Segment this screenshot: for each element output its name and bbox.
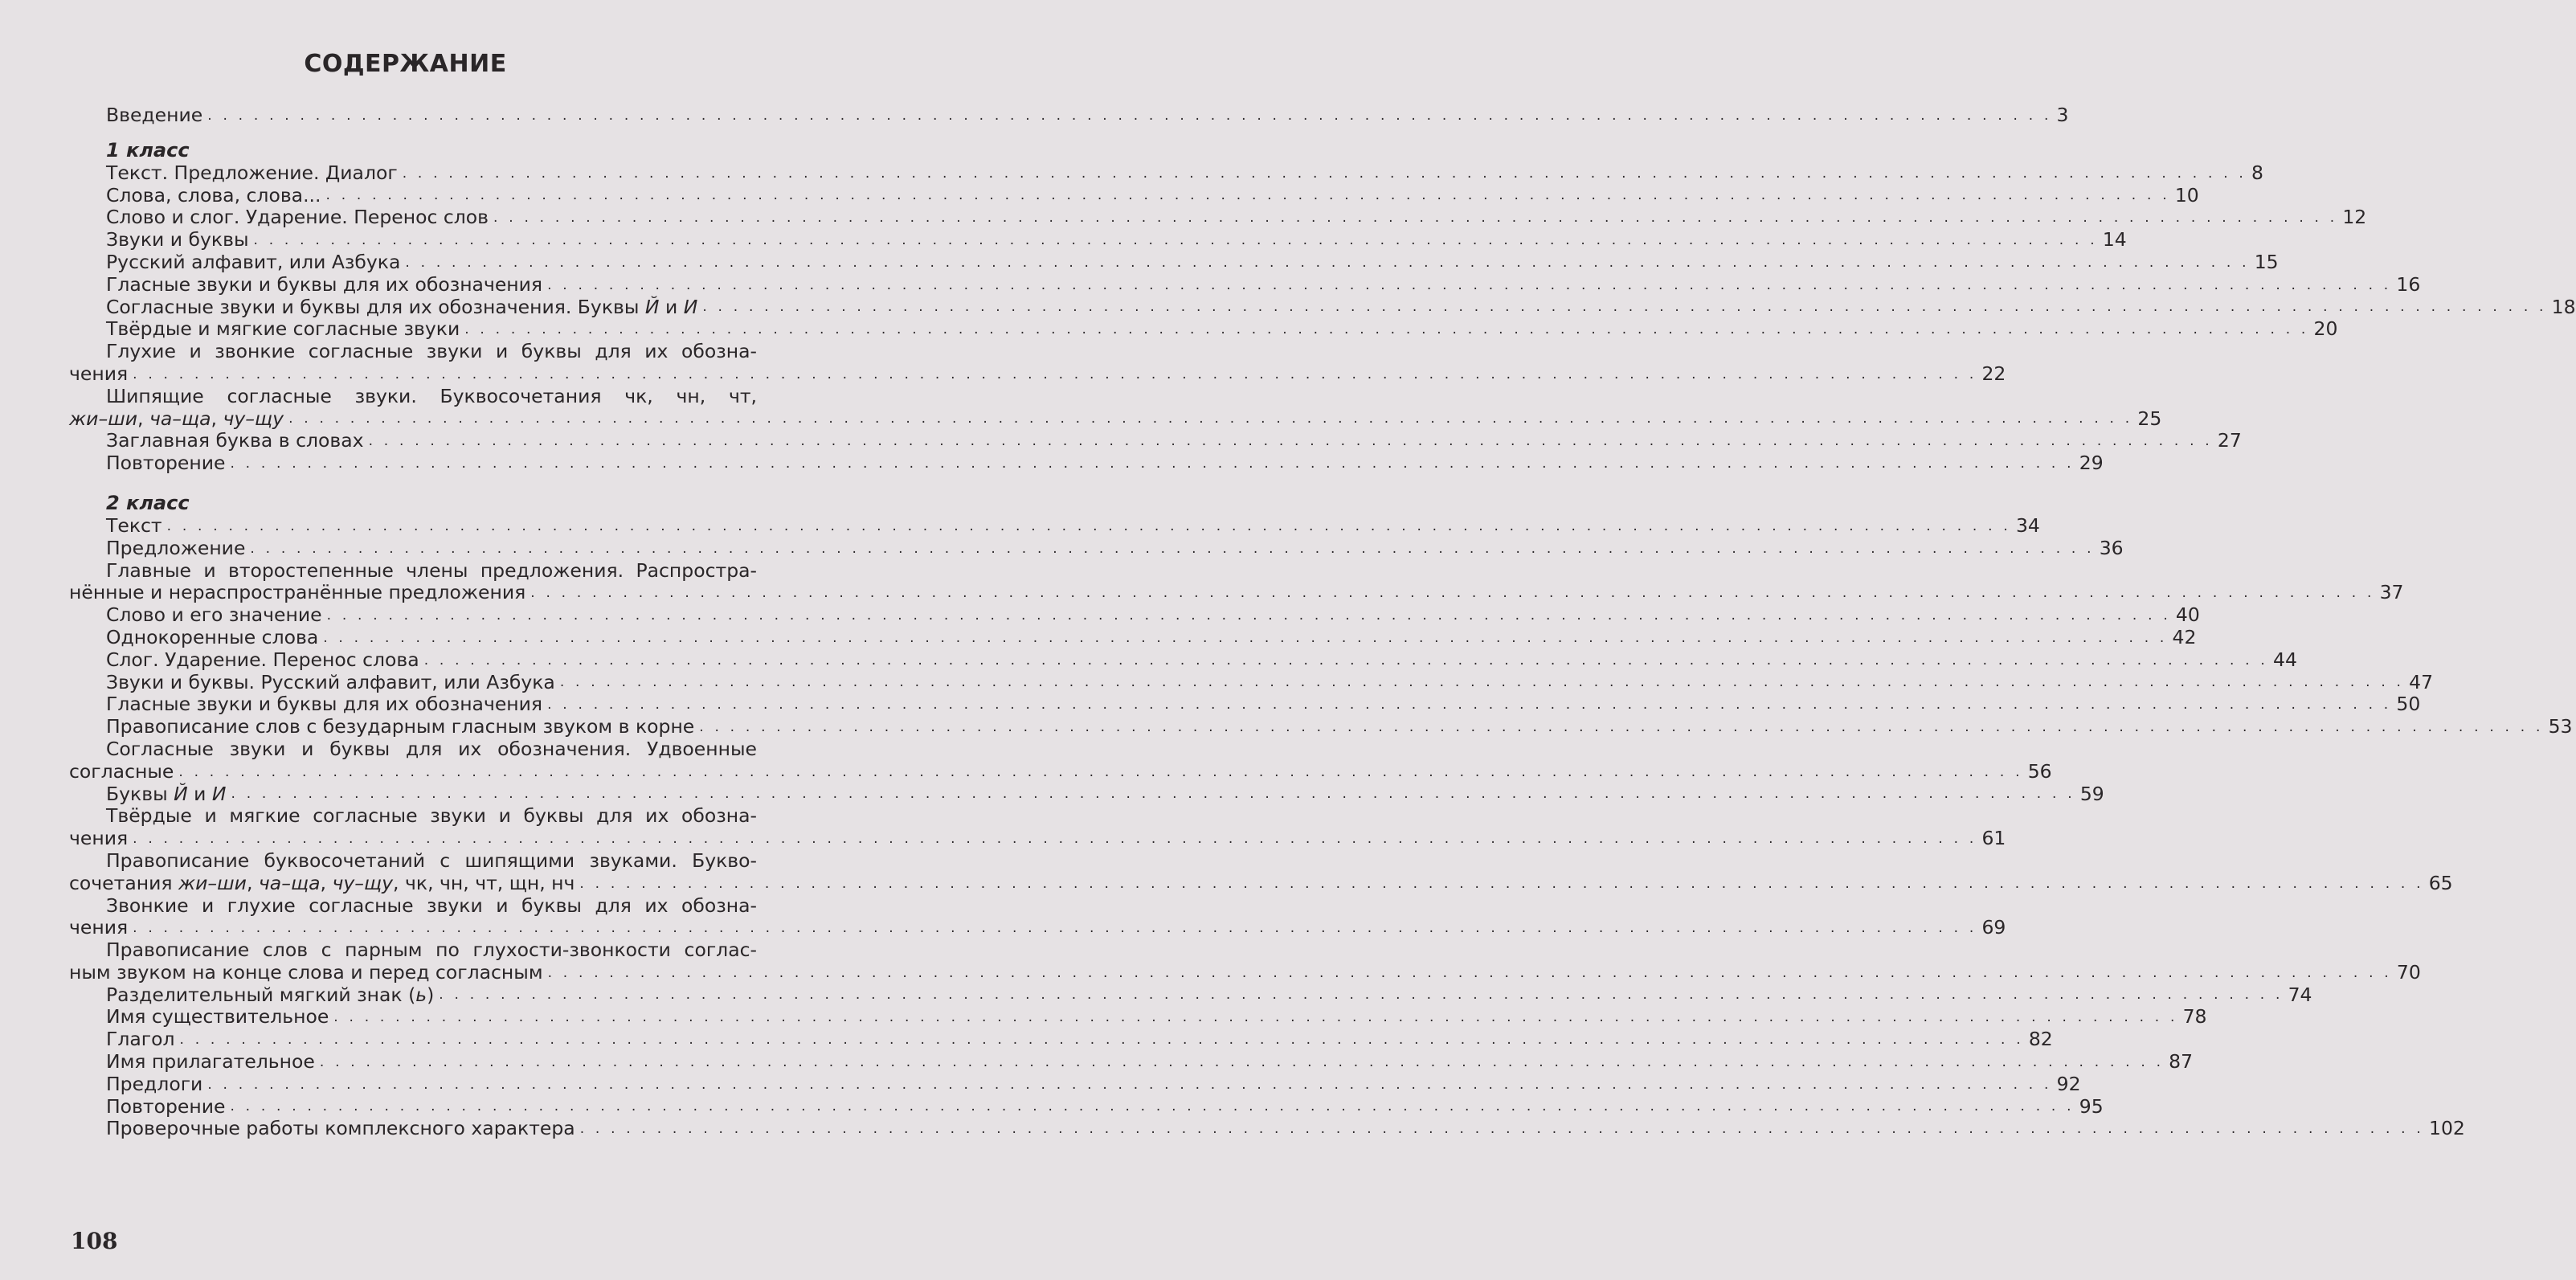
- toc-entry-line1[interactable]: Звонкие и глухие согласные звуки и буквы для их обозна-: [106, 894, 757, 917]
- toc-entry[interactable]: [69, 625, 2197, 649]
- toc-entry-label: чения: [69, 827, 129, 850]
- leader-dots: . . . . . . . . . . . . . . . . . . . . . . . . . . . . . . . . . . . . . . . . . . . . . . . . . . . . . . . . . . . . . . . . . . . . . . . . . . . . . . . . . . . . . . . . . . . . . . . . . . . . . . . . . . . . . . . . . . . . . . . .: [547, 697, 2392, 714]
- toc-page-number: 102: [2429, 1117, 2465, 1140]
- toc-entry[interactable]: [69, 983, 2312, 1007]
- toc-page-number: 18: [2551, 295, 2576, 318]
- toc-entry-label: Однокоренные слова: [106, 625, 319, 648]
- toc-entry[interactable]: [69, 670, 2434, 694]
- toc-entry-label: Согласные звуки и буквы для их обозначения. Буквы Й и И: [106, 295, 698, 318]
- toc-page-number: 78: [2182, 1005, 2207, 1028]
- toc-page-number: 87: [2169, 1050, 2194, 1073]
- toc-entry-line1[interactable]: Правописание буквосочетаний с шипящими звуками. Букво-: [106, 849, 757, 872]
- toc-page-number: 36: [2099, 536, 2124, 559]
- leader-dots: . . . . . . . . . . . . . . . . . . . . . . . . . . . . . . . . . . . . . . . . . . . . . . . . . . . . . . . . . . . . . . . . . . . . . . . . . . . . . . . . . . . . . . . . . . . . . . . . . . . . . . . . . . . . . . . . . . . . . . . .: [439, 987, 2284, 1004]
- leader-dots: . . . . . . . . . . . . . . . . . . . . . . . . . . . . . . . . . . . . . . . . . . . . . . . . . . . . . . . . . . . . . . . . . . . . . . . . . . . . . . . . . . . . . . . . . . . . . . . . . . . . . . . . . . . . . . . . . . . . . . . .: [323, 629, 2168, 646]
- toc-page-number: 40: [2175, 603, 2200, 627]
- leader-dots: . . . . . . . . . . . . . . . . . . . . . . . . . . . . . . . . . . . . . . . . . . . . . . . . . . . . . . . . . . . . . . . . . . . . . . . . . . . . . . . . . . . . . . . . . . . . . . . . . . . . . . . . . . . . . . . . . . . . . . . .: [178, 763, 2023, 780]
- leader-dots: . . . . . . . . . . . . . . . . . . . . . . . . . . . . . . . . . . . . . . . . . . . . . . . . . . . . . . . . . . . . . . . . . . . . . . . . . . . . . . . . . . . . . . . . . . . . . . . . . . . . . . . . . . . . . . . . . . . . . . . .: [326, 607, 2171, 624]
- toc-entry[interactable]: [69, 206, 2367, 229]
- toc-entry-label: Гласные звуки и буквы для их обозначения: [106, 693, 543, 716]
- toc-entry-label: чения: [69, 362, 129, 385]
- leader-dots: . . . . . . . . . . . . . . . . . . . . . . . . . . . . . . . . . . . . . . . . . . . . . . . . . . . . . . . . . . . . . . . . . . . . . . . . . . . . . . . . . . . . . . . . . . . . . . . . . . . . . . . . . . . . . . . . . . . . . . . .: [288, 411, 2133, 427]
- toc-entry[interactable]: [69, 1117, 2465, 1140]
- spacer: [69, 475, 786, 491]
- leader-dots: . . . . . . . . . . . . . . . . . . . . . . . . . . . . . . . . . . . . . . . . . . . . . . . . . . . . . . . . . . . . . . . . . . . . . . . . . . . . . . . . . . . . . . . . . . . . . . . . . . . . . . . . . . . . . . . . . . . . . . . .: [493, 210, 2338, 227]
- toc-entry-label: Заглавная буква в словах: [106, 429, 364, 452]
- leader-dots: . . . . . . . . . . . . . . . . . . . . . . . . . . . . . . . . . . . . . . . . . . . . . . . . . . . . . . . . . . . . . . . . . . . . . . . . . . . . . . . . . . . . . . . . . . . . . . . . . . . . . . . . . . . . . . . . . . . . . . . .: [547, 964, 2392, 981]
- section-heading-grade2: 2 класс: [106, 491, 190, 514]
- leader-dots: . . . . . . . . . . . . . . . . . . . . . . . . . . . . . . . . . . . . . . . . . . . . . . . . . . . . . . . . . . . . . . . . . . . . . . . . . . . . . . . . . . . . . . . . . . . . . . . . . . . . . . . . . . . . . . . . . . . . . . . .: [253, 231, 2098, 248]
- leader-dots: . . . . . . . . . . . . . . . . . . . . . . . . . . . . . . . . . . . . . . . . . . . . . . . . . . . . . . . . . . . . . . . . . . . . . . . . . . . . . . . . . . . . . . . . . . . . . . . . . . . . . . . . . . . . . . . . . . . . . . . .: [702, 299, 2547, 316]
- toc-entry[interactable]: [69, 1094, 2104, 1118]
- toc-entry[interactable]: [69, 693, 2421, 716]
- toc-entry[interactable]: [69, 960, 2421, 984]
- toc-entry-label: Глагол: [106, 1028, 175, 1051]
- leader-dots: . . . . . . . . . . . . . . . . . . . . . . . . . . . . . . . . . . . . . . . . . . . . . . . . . . . . . . . . . . . . . . . . . . . . . . . . . . . . . . . . . . . . . . . . . . . . . . . . . . . . . . . . . . . . . . . . . . . . . . . .: [464, 321, 2309, 338]
- toc-entry-label: Имя прилагательное: [106, 1050, 315, 1073]
- leader-dots: . . . . . . . . . . . . . . . . . . . . . . . . . . . . . . . . . . . . . . . . . . . . . . . . . . . . . . . . . . . . . . . . . . . . . . . . . . . . . . . . . . . . . . . . . . . . . . . . . . . . . . . . . . . . . . . . . . . . . . . .: [230, 455, 2075, 472]
- toc-entry-line1[interactable]: Шипящие согласные звуки. Буквосочетания чк, чн, чт,: [106, 384, 757, 407]
- toc-entry[interactable]: [69, 228, 2127, 252]
- leader-dots: . . . . . . . . . . . . . . . . . . . . . . . . . . . . . . . . . . . . . . . . . . . . . . . . . . . . . . . . . . . . . . . . . . . . . . . . . . . . . . . . . . . . . . . . . . . . . . . . . . . . . . . . . . . . . . . . . . . . . . . .: [179, 1032, 2024, 1049]
- toc-entry[interactable]: [69, 161, 2263, 185]
- leader-dots: . . . . . . . . . . . . . . . . . . . . . . . . . . . . . . . . . . . . . . . . . . . . . . . . . . . . . . . . . . . . . . . . . . . . . . . . . . . . . . . . . . . . . . . . . . . . . . . . . . . . . . . . . . . . . . . . . . . . . . . .: [133, 920, 1977, 937]
- toc-entry-label: ным звуком на конце слова и перед согласным: [69, 960, 543, 984]
- toc-entry[interactable]: [69, 1028, 2053, 1051]
- leader-dots: . . . . . . . . . . . . . . . . . . . . . . . . . . . . . . . . . . . . . . . . . . . . . . . . . . . . . . . . . . . . . . . . . . . . . . . . . . . . . . . . . . . . . . . . . . . . . . . . . . . . . . . . . . . . . . . . . . . . . . . .: [166, 517, 2011, 534]
- toc-entry-label: Введение: [106, 104, 203, 126]
- toc-entry-line1[interactable]: Правописание слов с парным по глухости-звонкости соглас-: [106, 939, 757, 962]
- toc-page-number: 47: [2409, 670, 2434, 693]
- leader-dots: . . . . . . . . . . . . . . . . . . . . . . . . . . . . . . . . . . . . . . . . . . . . . . . . . . . . . . . . . . . . . . . . . . . . . . . . . . . . . . . . . . . . . . . . . . . . . . . . . . . . . . . . . . . . . . . . . . . . . . . .: [207, 107, 2052, 124]
- toc-page-number: 37: [2379, 581, 2404, 604]
- leader-dots: . . . . . . . . . . . . . . . . . . . . . . . . . . . . . . . . . . . . . . . . . . . . . . . . . . . . . . . . . . . . . . . . . . . . . . . . . . . . . . . . . . . . . . . . . . . . . . . . . . . . . . . . . . . . . . . . . . . . . . . .: [579, 875, 2424, 892]
- toc-entry[interactable]: [69, 916, 2006, 939]
- toc-page-number: 16: [2396, 272, 2421, 296]
- toc-entry-label: Твёрдые и мягкие согласные звуки: [106, 317, 460, 341]
- toc-entry-line1[interactable]: Твёрдые и мягкие согласные звуки и буквы для их обозна-: [106, 804, 757, 828]
- toc-entry-label: Предлоги: [106, 1072, 203, 1095]
- toc-page-number: 74: [2288, 983, 2312, 1006]
- toc-entry-label: Буквы Й и И: [106, 782, 227, 805]
- toc-page-number: 42: [2172, 625, 2197, 648]
- toc-page-number: 14: [2102, 228, 2127, 252]
- toc-page-number: 20: [2313, 317, 2338, 341]
- toc-entry[interactable]: [69, 782, 2104, 806]
- leader-dots: . . . . . . . . . . . . . . . . . . . . . . . . . . . . . . . . . . . . . . . . . . . . . . . . . . . . . . . . . . . . . . . . . . . . . . . . . . . . . . . . . . . . . . . . . . . . . . . . . . . . . . . . . . . . . . . . . . . . . . . .: [579, 1121, 2424, 1138]
- toc-entry-label: Слово и его значение: [106, 603, 322, 627]
- toc-entry-line1[interactable]: Согласные звуки и буквы для их обозначения. Удвоенные: [106, 737, 757, 760]
- toc-page-number: 82: [2028, 1028, 2053, 1051]
- toc-entry[interactable]: [69, 827, 2006, 850]
- toc-page-number: 15: [2254, 250, 2279, 273]
- leader-dots: . . . . . . . . . . . . . . . . . . . . . . . . . . . . . . . . . . . . . . . . . . . . . . . . . . . . . . . . . . . . . . . . . . . . . . . . . . . . . . . . . . . . . . . . . . . . . . . . . . . . . . . . . . . . . . . . . . . . . . . .: [133, 830, 1977, 847]
- leader-dots: . . . . . . . . . . . . . . . . . . . . . . . . . . . . . . . . . . . . . . . . . . . . . . . . . . . . . . . . . . . . . . . . . . . . . . . . . . . . . . . . . . . . . . . . . . . . . . . . . . . . . . . . . . . . . . . . . . . . . . . .: [402, 165, 2247, 182]
- toc-entry[interactable]: [69, 250, 2279, 274]
- leader-dots: . . . . . . . . . . . . . . . . . . . . . . . . . . . . . . . . . . . . . . . . . . . . . . . . . . . . . . . . . . . . . . . . . . . . . . . . . . . . . . . . . . . . . . . . . . . . . . . . . . . . . . . . . . . . . . . . . . . . . . . .: [325, 187, 2170, 204]
- toc-entry-label: Слова, слова, слова...: [106, 183, 321, 207]
- leader-dots: . . . . . . . . . . . . . . . . . . . . . . . . . . . . . . . . . . . . . . . . . . . . . . . . . . . . . . . . . . . . . . . . . . . . . . . . . . . . . . . . . . . . . . . . . . . . . . . . . . . . . . . . . . . . . . . . . . . . . . . .: [133, 366, 1977, 382]
- toc-page-number: 69: [1981, 916, 2006, 939]
- toc-page-number: 44: [2273, 648, 2297, 671]
- toc-entry-label: Текст. Предложение. Диалог: [106, 161, 398, 184]
- toc-entry[interactable]: [69, 272, 2421, 296]
- toc-page-number: 53: [2548, 715, 2573, 738]
- toc-entry[interactable]: [69, 407, 2162, 431]
- toc-entry[interactable]: [69, 581, 2404, 604]
- toc-entry[interactable]: [69, 1072, 2081, 1096]
- toc-page-number: 59: [2079, 782, 2104, 805]
- toc-entry[interactable]: [69, 104, 2069, 127]
- toc-page-number: 27: [2217, 429, 2242, 452]
- toc-entry[interactable]: [69, 362, 2006, 386]
- toc-page-number: 61: [1981, 827, 2006, 850]
- leader-dots: . . . . . . . . . . . . . . . . . . . . . . . . . . . . . . . . . . . . . . . . . . . . . . . . . . . . . . . . . . . . . . . . . . . . . . . . . . . . . . . . . . . . . . . . . . . . . . . . . . . . . . . . . . . . . . . . . . . . . . . .: [547, 276, 2392, 293]
- toc-entry[interactable]: [69, 513, 2040, 538]
- toc-entry-label: согласные: [69, 759, 174, 783]
- toc-page-number: 34: [2015, 513, 2040, 537]
- toc-page-number: 10: [2174, 183, 2199, 207]
- toc-entry-label: Слово и слог. Ударение. Перенос слов: [106, 206, 489, 229]
- toc-page-number: 92: [2056, 1072, 2081, 1095]
- toc-entry[interactable]: [69, 536, 2124, 560]
- toc-entry-label: Повторение: [106, 1094, 226, 1118]
- toc-page-number: 25: [2137, 407, 2162, 430]
- toc-entry-label: Звуки и буквы: [106, 228, 249, 252]
- toc-page-number: 65: [2428, 871, 2453, 894]
- toc-entry-label: Повторение: [106, 452, 226, 475]
- toc-page-number: 3: [2056, 104, 2069, 126]
- toc-page-number: 22: [1981, 362, 2006, 385]
- toc-entry[interactable]: [69, 715, 2573, 738]
- toc-entry[interactable]: [69, 295, 2576, 319]
- toc-entry[interactable]: [69, 429, 2242, 452]
- leader-dots: . . . . . . . . . . . . . . . . . . . . . . . . . . . . . . . . . . . . . . . . . . . . . . . . . . . . . . . . . . . . . . . . . . . . . . . . . . . . . . . . . . . . . . . . . . . . . . . . . . . . . . . . . . . . . . . . . . . . . . . .: [530, 585, 2375, 602]
- page-number: 108: [71, 1228, 118, 1254]
- leader-dots: . . . . . . . . . . . . . . . . . . . . . . . . . . . . . . . . . . . . . . . . . . . . . . . . . . . . . . . . . . . . . . . . . . . . . . . . . . . . . . . . . . . . . . . . . . . . . . . . . . . . . . . . . . . . . . . . . . . . . . . .: [368, 433, 2213, 450]
- toc-entry[interactable]: [69, 317, 2338, 341]
- toc-entry-label: Звуки и буквы. Русский алфавит, или Азбука: [106, 670, 555, 693]
- toc-entry-label: Имя существительное: [106, 1005, 329, 1028]
- leader-dots: . . . . . . . . . . . . . . . . . . . . . . . . . . . . . . . . . . . . . . . . . . . . . . . . . . . . . . . . . . . . . . . . . . . . . . . . . . . . . . . . . . . . . . . . . . . . . . . . . . . . . . . . . . . . . . . . . . . . . . . .: [319, 1053, 2165, 1070]
- table-of-contents: [69, 104, 2576, 1140]
- toc-page-number: 12: [2342, 206, 2367, 229]
- leader-dots: . . . . . . . . . . . . . . . . . . . . . . . . . . . . . . . . . . . . . . . . . . . . . . . . . . . . . . . . . . . . . . . . . . . . . . . . . . . . . . . . . . . . . . . . . . . . . . . . . . . . . . . . . . . . . . . . . . . . . . . .: [231, 786, 2075, 803]
- toc-entry-label: Проверочные работы комплексного характера: [106, 1117, 575, 1140]
- leader-dots: . . . . . . . . . . . . . . . . . . . . . . . . . . . . . . . . . . . . . . . . . . . . . . . . . . . . . . . . . . . . . . . . . . . . . . . . . . . . . . . . . . . . . . . . . . . . . . . . . . . . . . . . . . . . . . . . . . . . . . . .: [559, 674, 2405, 691]
- toc-body: [69, 104, 2576, 1140]
- toc-entry[interactable]: [69, 1005, 2207, 1028]
- toc-entry-label: сочетания жи–ши, ча–ща, чу–щу, чк, чн, чт, щн, нч: [69, 871, 575, 894]
- toc-entry[interactable]: [69, 759, 2052, 783]
- toc-entry-line1[interactable]: Главные и второстепенные члены предложения. Распростра-: [106, 558, 757, 582]
- toc-entry-label: Слог. Ударение. Перенос слова: [106, 648, 419, 671]
- leader-dots: . . . . . . . . . . . . . . . . . . . . . . . . . . . . . . . . . . . . . . . . . . . . . . . . . . . . . . . . . . . . . . . . . . . . . . . . . . . . . . . . . . . . . . . . . . . . . . . . . . . . . . . . . . . . . . . . . . . . . . . .: [405, 254, 2250, 271]
- leader-dots: . . . . . . . . . . . . . . . . . . . . . . . . . . . . . . . . . . . . . . . . . . . . . . . . . . . . . . . . . . . . . . . . . . . . . . . . . . . . . . . . . . . . . . . . . . . . . . . . . . . . . . . . . . . . . . . . . . . . . . . .: [699, 718, 2544, 735]
- toc-page-number: 70: [2396, 960, 2421, 984]
- toc-entry-label: Разделительный мягкий знак (ь): [106, 983, 435, 1006]
- leader-dots: . . . . . . . . . . . . . . . . . . . . . . . . . . . . . . . . . . . . . . . . . . . . . . . . . . . . . . . . . . . . . . . . . . . . . . . . . . . . . . . . . . . . . . . . . . . . . . . . . . . . . . . . . . . . . . . . . . . . . . . .: [423, 652, 2268, 669]
- toc-page-number: 29: [2079, 452, 2104, 475]
- toc-entry[interactable]: [69, 648, 2297, 672]
- leader-dots: . . . . . . . . . . . . . . . . . . . . . . . . . . . . . . . . . . . . . . . . . . . . . . . . . . . . . . . . . . . . . . . . . . . . . . . . . . . . . . . . . . . . . . . . . . . . . . . . . . . . . . . . . . . . . . . . . . . . . . . .: [333, 1009, 2178, 1026]
- toc-entry[interactable]: [69, 871, 2453, 895]
- toc-entry-label: жи–ши, ча–ща, чу–щу: [69, 407, 284, 430]
- toc-entry-label: Текст: [106, 513, 162, 537]
- toc-entry[interactable]: [69, 1050, 2194, 1073]
- toc-page-number: 50: [2396, 693, 2421, 716]
- toc-entry[interactable]: [69, 452, 2104, 475]
- toc-entry-label: Русский алфавит, или Азбука: [106, 250, 401, 273]
- toc-entry[interactable]: [69, 183, 2199, 207]
- leader-dots: . . . . . . . . . . . . . . . . . . . . . . . . . . . . . . . . . . . . . . . . . . . . . . . . . . . . . . . . . . . . . . . . . . . . . . . . . . . . . . . . . . . . . . . . . . . . . . . . . . . . . . . . . . . . . . . . . . . . . . . .: [250, 540, 2095, 557]
- leader-dots: . . . . . . . . . . . . . . . . . . . . . . . . . . . . . . . . . . . . . . . . . . . . . . . . . . . . . . . . . . . . . . . . . . . . . . . . . . . . . . . . . . . . . . . . . . . . . . . . . . . . . . . . . . . . . . . . . . . . . . . .: [207, 1076, 2052, 1093]
- toc-entry-label: Гласные звуки и буквы для их обозначения: [106, 272, 543, 296]
- toc-page-number: 8: [2251, 161, 2263, 184]
- section-heading-grade1: 1 класс: [106, 138, 190, 162]
- toc-entry-label: чения: [69, 916, 129, 939]
- toc-page-number: 56: [2027, 759, 2052, 783]
- spacer: [69, 127, 786, 138]
- toc-entry-line1[interactable]: Глухие и звонкие согласные звуки и буквы для их обозна-: [106, 340, 757, 363]
- toc-page-number: 95: [2079, 1094, 2104, 1118]
- toc-entry-label: Предложение: [106, 536, 246, 559]
- page-title: СОДЕРЖАНИЕ: [304, 50, 507, 78]
- leader-dots: . . . . . . . . . . . . . . . . . . . . . . . . . . . . . . . . . . . . . . . . . . . . . . . . . . . . . . . . . . . . . . . . . . . . . . . . . . . . . . . . . . . . . . . . . . . . . . . . . . . . . . . . . . . . . . . . . . . . . . . .: [230, 1098, 2075, 1115]
- toc-entry[interactable]: [69, 603, 2200, 627]
- toc-entry-label: Правописание слов с безударным гласным звуком в корне: [106, 715, 695, 738]
- toc-entry-label: нённые и нераспространённые предложения: [69, 581, 526, 604]
